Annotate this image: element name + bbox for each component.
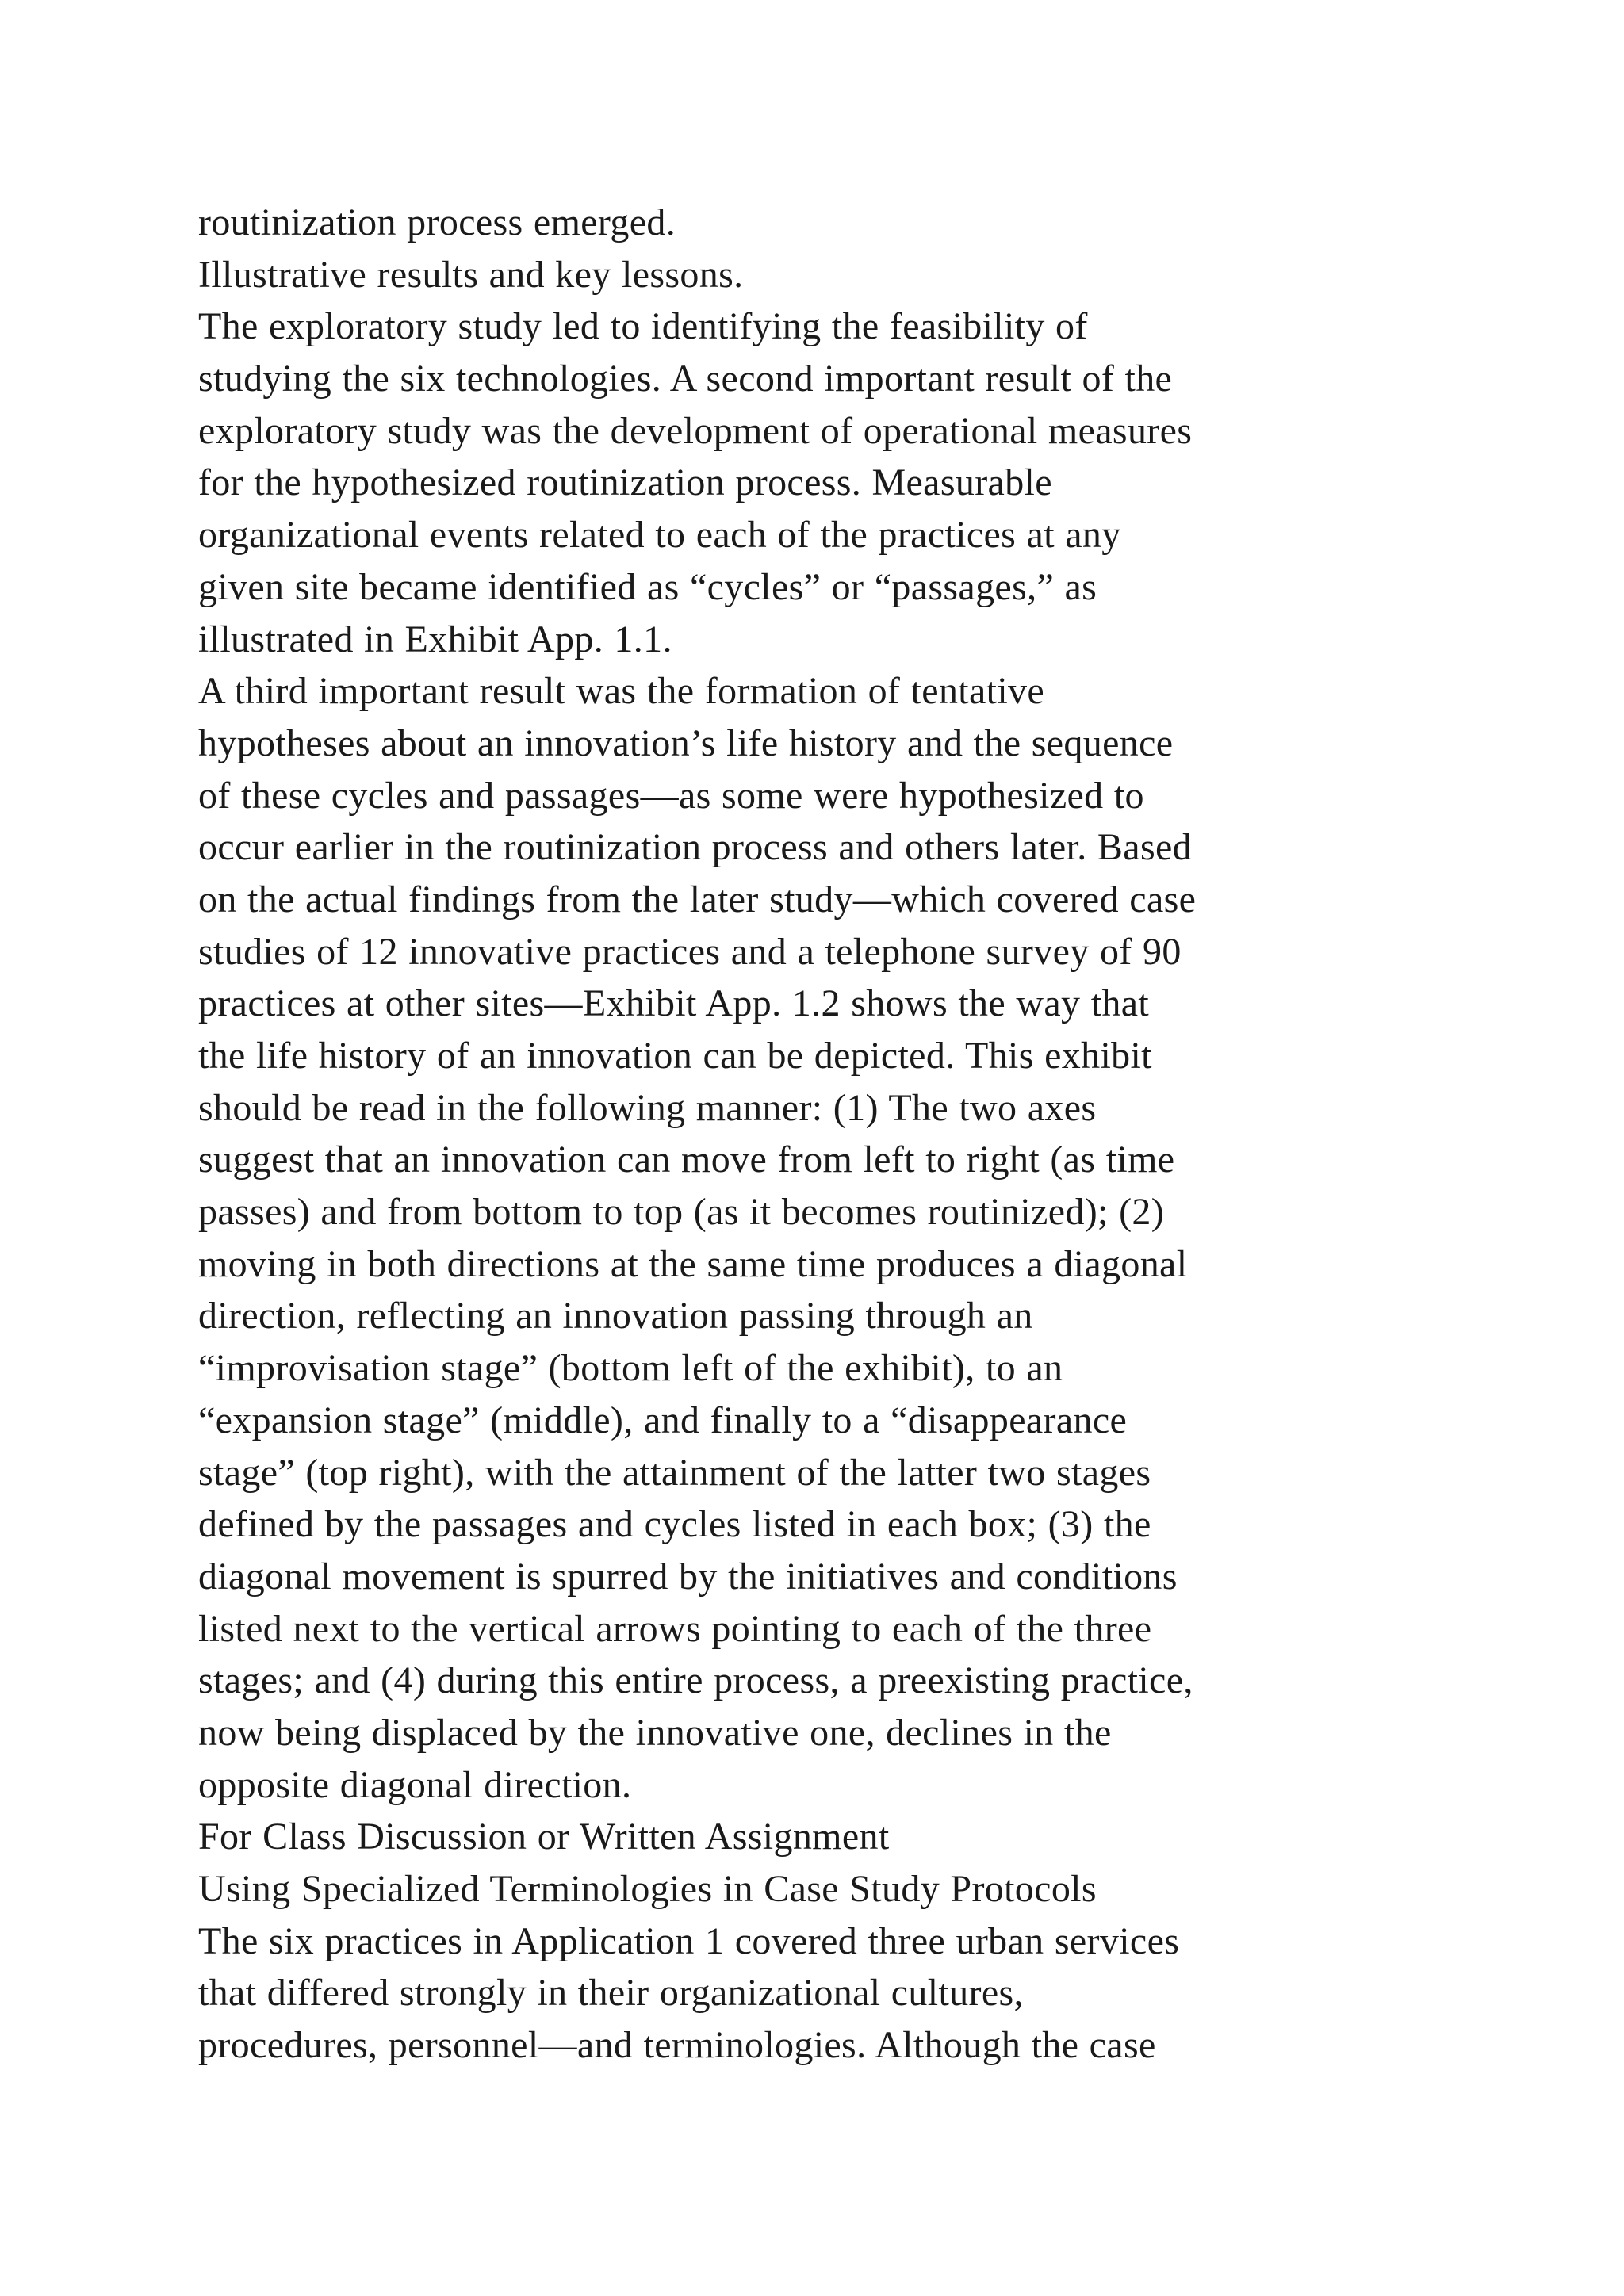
text-line: exploratory study was the development of operational measures — [198, 409, 1193, 452]
text-line: stage” (top right), with the attainment of the latter two stages — [198, 1451, 1151, 1494]
text-line: of these cycles and passages—as some were hypothesized to — [198, 774, 1144, 817]
text-line: The six practices in Application 1 covered three urban services — [198, 1919, 1180, 1962]
document-body — [198, 197, 1515, 2072]
text-line: illustrated in Exhibit App. 1.1. — [198, 618, 672, 660]
text-line: procedures, personnel—and terminologies. Although the case — [198, 2024, 1156, 2067]
text-line: listed next to the vertical arrows pointing to each of the three — [198, 1607, 1152, 1650]
text-line: studying the six technologies. A second important result of the — [198, 358, 1173, 400]
text-line: that differed strongly in their organizational cultures, — [198, 1972, 1024, 2015]
text-line: suggest that an innovation can move from left to right (as time — [198, 1138, 1175, 1181]
text-line: organizational events related to each of the practices at any — [198, 514, 1121, 557]
text-line: practices at other sites—Exhibit App. 1.2 shows the way that — [198, 982, 1150, 1025]
text-line: stages; and (4) during this entire process, a preexisting practice, — [198, 1659, 1193, 1702]
text-line: A third important result was the formation of tentative — [198, 670, 1045, 713]
subsection-heading: Using Specialized Terminologies in Case Study Protocols — [198, 1868, 1097, 1910]
section-heading: Illustrative results and key lessons. — [198, 253, 744, 296]
text-line: on the actual findings from the later study—which covered case — [198, 878, 1197, 920]
text-line: studies of 12 innovative practices and a telephone survey of 90 — [198, 930, 1182, 973]
text-line: opposite diagonal direction. — [198, 1763, 632, 1806]
text-line: hypotheses about an innovation’s life history and the sequence — [198, 721, 1174, 764]
text-line: moving in both directions at the same time produces a diagonal — [198, 1242, 1188, 1285]
text-line: passes) and from bottom to top (as it becomes routinized); (2) — [198, 1191, 1165, 1234]
text-line: should be read in the following manner: (1) The two axes — [198, 1086, 1097, 1129]
text-line: now being displaced by the innovative one, declines in the — [198, 1711, 1112, 1754]
text-line: occur earlier in the routinization process and others later. Based — [198, 826, 1192, 869]
text-line: given site became identified as “cycles” or “passages,” as — [198, 565, 1097, 608]
text-line: the life history of an innovation can be depicted. This exhibit — [198, 1035, 1152, 1077]
section-heading: For Class Discussion or Written Assignment — [198, 1816, 890, 1858]
text-line: direction, reflecting an innovation passing through an — [198, 1295, 1033, 1337]
text-line: The exploratory study led to identifying the feasibility of — [198, 305, 1088, 348]
text-line: for the hypothesized routinization process. Measurable — [198, 461, 1052, 504]
text-line: routinization process emerged. — [198, 201, 676, 243]
text-line: diagonal movement is spurred by the initiatives and conditions — [198, 1555, 1178, 1598]
text-line: defined by the passages and cycles listed in each box; (3) the — [198, 1503, 1151, 1546]
text-line: “improvisation stage” (bottom left of the exhibit), to an — [198, 1347, 1063, 1390]
text-line: “expansion stage” (middle), and finally to a “disappearance — [198, 1399, 1128, 1441]
